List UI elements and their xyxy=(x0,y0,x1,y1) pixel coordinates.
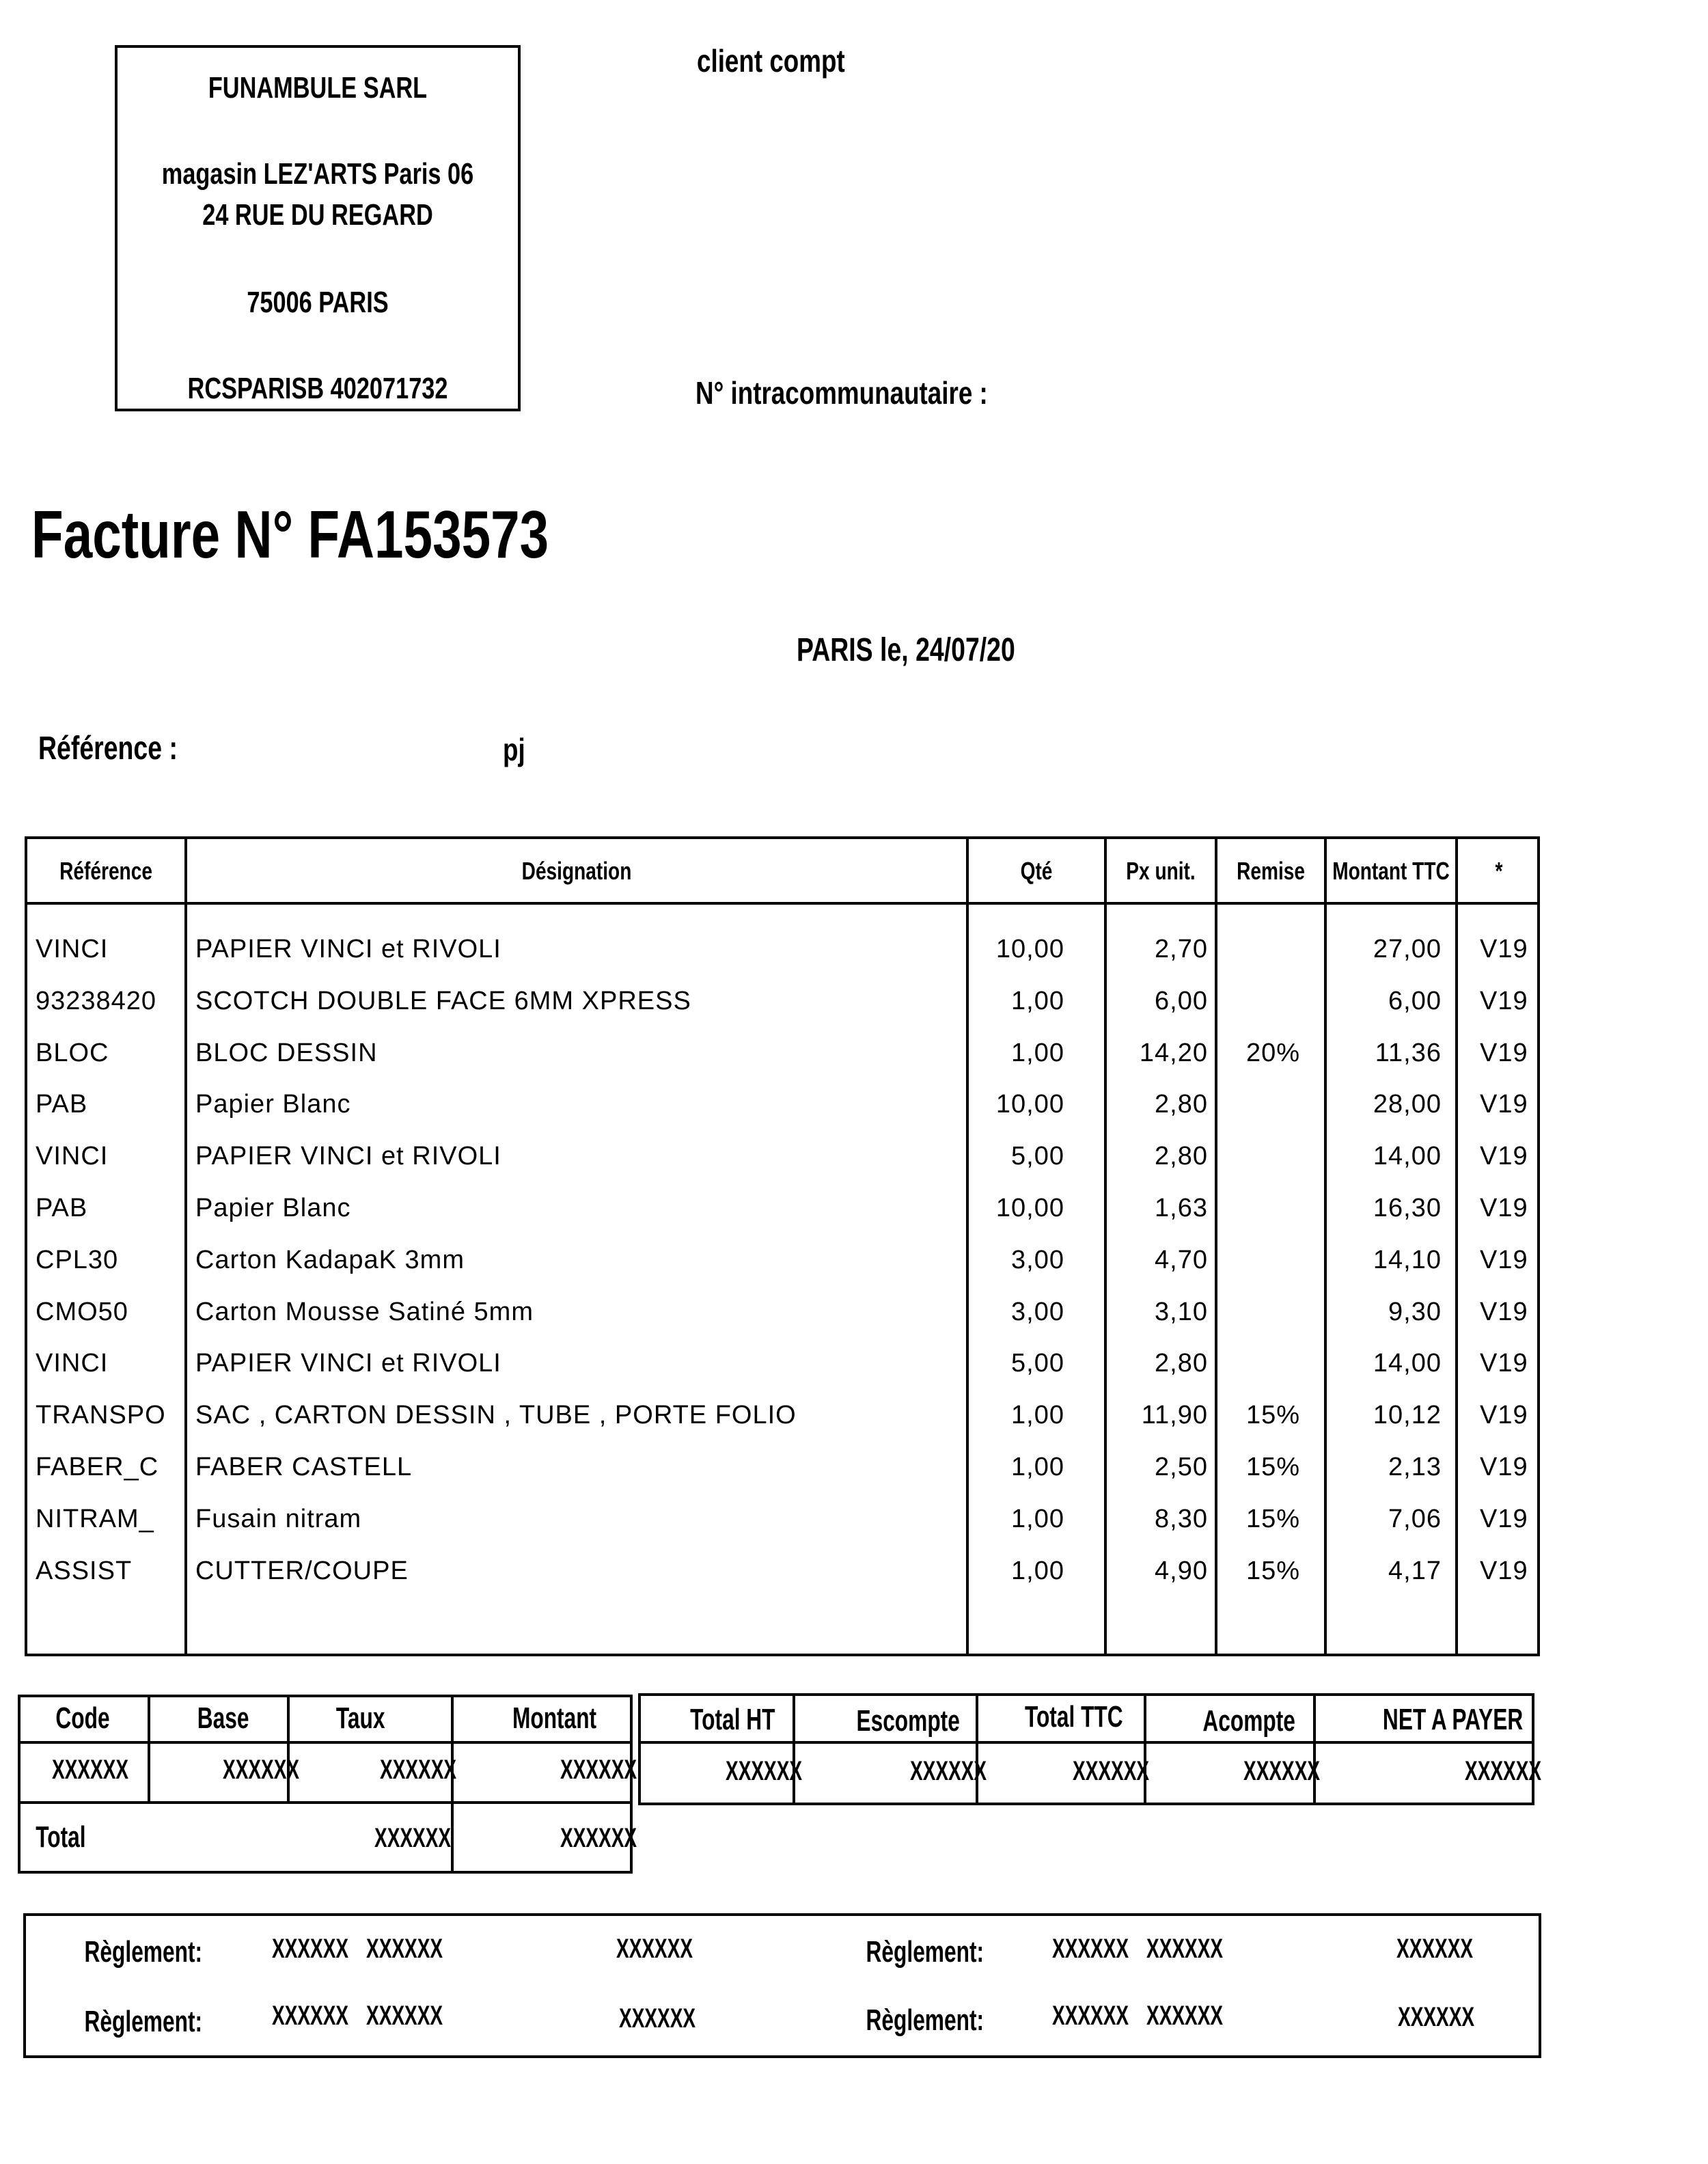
totals-ttc-value: XXXXXX xyxy=(1073,1756,1150,1786)
table-row xyxy=(27,1339,1537,1391)
row-discount: 15% xyxy=(1246,1504,1301,1533)
intracommunity-label: N° intracommunautaire : xyxy=(695,375,988,411)
row-unit-price: 8,30 xyxy=(1155,1504,1208,1533)
payment-label-1: Règlement: xyxy=(84,1935,203,1969)
row-quantity: 3,00 xyxy=(1011,1297,1064,1326)
row-amount: 4,17 xyxy=(1388,1556,1442,1585)
totals-header-deposit: Acompte xyxy=(1202,1704,1295,1738)
row-unit-price: 2,80 xyxy=(1155,1090,1208,1119)
row-quantity: 1,00 xyxy=(1011,1556,1064,1585)
row-reference: 93238420 xyxy=(36,986,157,1015)
row-tax: V19 xyxy=(1480,1453,1528,1481)
totals-discount-value: XXXXXX xyxy=(910,1756,987,1786)
payment-right-2-amount: XXXXXX xyxy=(1398,2002,1475,2032)
row-quantity: 1,00 xyxy=(1011,1504,1064,1533)
table-row xyxy=(27,925,1537,977)
totals-header-net: NET A PAYER xyxy=(1382,1703,1524,1736)
payment-left-1-amount: XXXXXX xyxy=(616,1934,693,1964)
tax-header-code: Code xyxy=(55,1701,110,1735)
payment-label-4: Règlement: xyxy=(866,2003,984,2037)
table-row xyxy=(27,1443,1537,1495)
row-amount: 16,30 xyxy=(1373,1194,1442,1222)
tax-total-label: Total xyxy=(36,1820,86,1854)
row-quantity: 5,00 xyxy=(1011,1142,1064,1171)
tax-base-value: XXXXXX xyxy=(223,1755,300,1785)
row-tax: V19 xyxy=(1480,1194,1528,1222)
row-unit-price: 4,70 xyxy=(1155,1245,1208,1274)
row-discount: 15% xyxy=(1246,1453,1301,1481)
table-row xyxy=(27,1184,1537,1236)
row-unit-price: 1,63 xyxy=(1155,1194,1208,1222)
row-reference: PAB xyxy=(36,1090,88,1119)
row-quantity: 3,00 xyxy=(1011,1245,1064,1274)
tax-total-amount: XXXXXX xyxy=(560,1823,637,1853)
company-street: 24 RUE DU REGARD xyxy=(202,198,433,232)
invoice-title: Facture N° FA153573 xyxy=(31,497,549,572)
table-row xyxy=(27,1495,1537,1547)
table-row xyxy=(27,1080,1537,1132)
table-row xyxy=(27,1547,1537,1599)
payment-right-2-a: XXXXXX xyxy=(1052,2001,1129,2031)
row-amount: 28,00 xyxy=(1373,1090,1442,1119)
row-tax: V19 xyxy=(1480,1297,1528,1326)
header-discount: Remise xyxy=(1237,857,1305,885)
totals-ht-value: XXXXXX xyxy=(726,1756,803,1786)
row-reference: FABER_C xyxy=(36,1453,159,1481)
table-row xyxy=(27,1236,1537,1288)
header-designation: Désignation xyxy=(521,857,632,885)
row-amount: 14,00 xyxy=(1373,1142,1442,1171)
row-amount: 14,10 xyxy=(1373,1245,1442,1274)
row-amount: 14,00 xyxy=(1373,1349,1442,1378)
tax-header-amount: Montant xyxy=(512,1701,597,1735)
row-tax: V19 xyxy=(1480,1504,1528,1533)
row-unit-price: 3,10 xyxy=(1155,1297,1208,1326)
reference-value: pj xyxy=(503,732,525,767)
reference-label: Référence : xyxy=(38,730,178,767)
payment-left-1-b: XXXXXX xyxy=(366,1934,443,1964)
row-unit-price: 2,80 xyxy=(1155,1349,1208,1378)
row-quantity: 10,00 xyxy=(995,1090,1064,1119)
row-designation: Papier Blanc xyxy=(195,1194,351,1222)
tax-amount-value: XXXXXX xyxy=(560,1755,637,1785)
table-row xyxy=(27,1132,1537,1184)
totals-header-ht: Total HT xyxy=(690,1703,775,1736)
row-discount: 15% xyxy=(1246,1401,1301,1430)
row-quantity: 10,00 xyxy=(995,935,1064,963)
row-designation: Fusain nitram xyxy=(195,1504,362,1533)
row-reference: TRANSPO xyxy=(36,1401,166,1430)
row-reference: VINCI xyxy=(36,1349,109,1378)
row-designation: PAPIER VINCI et RIVOLI xyxy=(195,1349,501,1378)
totals-deposit-value: XXXXXX xyxy=(1243,1756,1321,1786)
payment-box xyxy=(23,1913,1541,2058)
row-amount: 27,00 xyxy=(1373,935,1442,963)
payment-label-3: Règlement: xyxy=(84,2005,203,2038)
row-amount: 10,12 xyxy=(1373,1401,1442,1430)
row-quantity: 10,00 xyxy=(995,1194,1064,1222)
row-reference: CMO50 xyxy=(36,1297,128,1326)
header-unit-price: Px unit. xyxy=(1126,857,1196,885)
payment-left-1-a: XXXXXX xyxy=(272,1934,349,1964)
row-designation: BLOC DESSIN xyxy=(195,1038,378,1067)
row-designation: CUTTER/COUPE xyxy=(195,1556,409,1585)
row-designation: Carton KadapaK 3mm xyxy=(195,1245,465,1274)
header-quantity: Qté xyxy=(1020,857,1053,885)
row-designation: SCOTCH DOUBLE FACE 6MM XPRESS xyxy=(195,986,691,1015)
row-reference: BLOC xyxy=(36,1038,109,1067)
payment-right-2-b: XXXXXX xyxy=(1146,2001,1224,2031)
totals-net-value: XXXXXX xyxy=(1465,1756,1542,1786)
row-amount: 6,00 xyxy=(1388,986,1442,1015)
totals-header-discount: Escompte xyxy=(856,1704,960,1738)
row-reference: ASSIST xyxy=(36,1556,133,1585)
payment-left-2-amount: XXXXXX xyxy=(619,2003,696,2033)
company-box xyxy=(115,45,521,411)
row-designation: SAC , CARTON DESSIN , TUBE , PORTE FOLIO xyxy=(195,1401,797,1430)
payment-left-2-a: XXXXXX xyxy=(272,2001,349,2031)
row-unit-price: 2,50 xyxy=(1155,1453,1208,1481)
row-reference: VINCI xyxy=(36,1142,109,1171)
row-reference: NITRAM_ xyxy=(36,1504,154,1533)
row-designation: Papier Blanc xyxy=(195,1090,351,1119)
row-tax: V19 xyxy=(1480,935,1528,963)
row-tax: V19 xyxy=(1480,1245,1528,1274)
row-unit-price: 14,20 xyxy=(1139,1038,1208,1067)
items-table xyxy=(25,836,1540,1656)
row-reference: CPL30 xyxy=(36,1245,119,1274)
tax-rate-value: XXXXXX xyxy=(380,1755,457,1785)
row-discount: 20% xyxy=(1246,1038,1301,1067)
payment-right-1-b: XXXXXX xyxy=(1146,1934,1224,1964)
row-unit-price: 6,00 xyxy=(1155,986,1208,1015)
company-city: 75006 PARIS xyxy=(247,286,389,319)
company-name: FUNAMBULE SARL xyxy=(208,71,428,105)
row-tax: V19 xyxy=(1480,986,1528,1015)
row-quantity: 1,00 xyxy=(1011,986,1064,1015)
row-tax: V19 xyxy=(1480,1556,1528,1585)
row-quantity: 1,00 xyxy=(1011,1453,1064,1481)
row-tax: V19 xyxy=(1480,1349,1528,1378)
row-designation: PAPIER VINCI et RIVOLI xyxy=(195,1142,501,1171)
payment-right-1-a: XXXXXX xyxy=(1052,1934,1129,1964)
table-row xyxy=(27,1288,1537,1340)
row-reference: PAB xyxy=(36,1194,88,1222)
row-designation: FABER CASTELL xyxy=(195,1453,413,1481)
row-designation: PAPIER VINCI et RIVOLI xyxy=(195,935,501,963)
totals-table xyxy=(638,1693,1542,1805)
tax-header-rate: Taux xyxy=(335,1701,385,1735)
row-designation: Carton Mousse Satiné 5mm xyxy=(195,1297,534,1326)
invoice-date: PARIS le, 24/07/20 xyxy=(797,632,1015,668)
table-row xyxy=(27,1391,1537,1443)
payment-label-2: Règlement: xyxy=(866,1935,984,1969)
row-tax: V19 xyxy=(1480,1038,1528,1067)
row-tax: V19 xyxy=(1480,1401,1528,1430)
row-unit-price: 4,90 xyxy=(1155,1556,1208,1585)
table-row xyxy=(27,977,1537,1029)
payment-left-2-b: XXXXXX xyxy=(366,2001,443,2031)
row-reference: VINCI xyxy=(36,935,109,963)
tax-table xyxy=(18,1695,637,1874)
tax-total-rate: XXXXXX xyxy=(374,1823,452,1853)
header-reference: Référence xyxy=(59,857,152,885)
row-quantity: 5,00 xyxy=(1011,1349,1064,1378)
company-store: magasin LEZ'ARTS Paris 06 xyxy=(161,157,474,191)
company-rcs: RCSPARISB 402071732 xyxy=(187,372,448,405)
row-quantity: 1,00 xyxy=(1011,1038,1064,1067)
row-amount: 7,06 xyxy=(1388,1504,1442,1533)
totals-header-ttc: Total TTC xyxy=(1024,1700,1123,1734)
tax-header-base: Base xyxy=(197,1701,249,1735)
row-amount: 2,13 xyxy=(1388,1453,1442,1481)
row-unit-price: 2,80 xyxy=(1155,1142,1208,1171)
row-amount: 11,36 xyxy=(1375,1038,1442,1067)
table-row xyxy=(27,1029,1537,1081)
client-label: client compt xyxy=(697,43,845,79)
row-tax: V19 xyxy=(1480,1142,1528,1171)
header-tax: * xyxy=(1495,857,1503,885)
row-quantity: 1,00 xyxy=(1011,1401,1064,1430)
row-tax: V19 xyxy=(1480,1090,1528,1119)
row-unit-price: 2,70 xyxy=(1155,935,1208,963)
row-unit-price: 11,90 xyxy=(1141,1401,1208,1430)
tax-code-value: XXXXXX xyxy=(52,1755,129,1785)
row-amount: 9,30 xyxy=(1388,1297,1442,1326)
header-amount: Montant TTC xyxy=(1332,857,1450,885)
payment-right-1-amount: XXXXXX xyxy=(1396,1934,1474,1964)
row-discount: 15% xyxy=(1246,1556,1301,1585)
